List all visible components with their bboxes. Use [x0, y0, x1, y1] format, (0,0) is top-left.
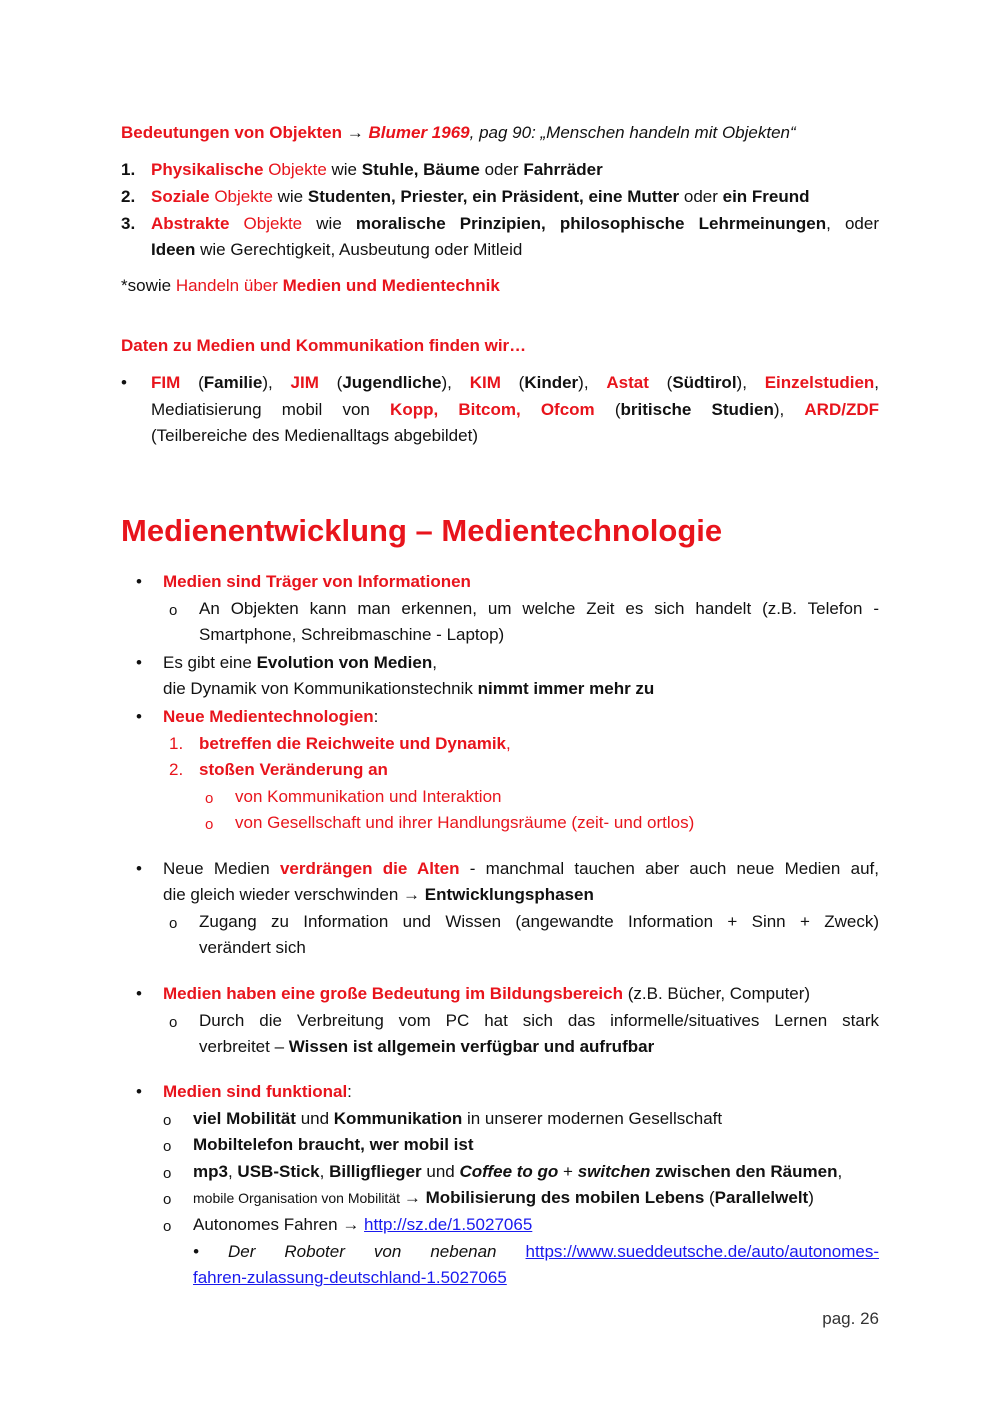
list-number: 1. [121, 160, 136, 179]
section-title: Medienentwicklung – Medientechnologie [121, 513, 723, 548]
list-item: Medien sind funktional: [163, 1082, 352, 1101]
sub-list-item: An Objekten kann man erkennen, um welche Zeit es sich handelt (z.B. Telefon - [199, 599, 879, 618]
numbered-sub-item: 2. [169, 760, 184, 779]
objects-heading: Bedeutungen von Objekten → Blumer 1969, pag 90: „Menschen handeln mit Objekten“ [121, 123, 796, 142]
sub-list-item: viel Mobilität und Kommunikation in unserer modernen Gesellschaft [193, 1109, 723, 1128]
data-sources-heading: Daten zu Medien und Kommunikation finden wir… [121, 336, 527, 355]
sub-bullet-icon: o [163, 1191, 172, 1208]
sub-list-item: Mobiltelefon braucht, wer mobil ist [193, 1135, 474, 1154]
sub-bullet-icon: o [205, 816, 214, 833]
sub-sub-item: von Kommunikation und Interaktion [235, 787, 502, 806]
list-item-continuation: Ideen wie Gerechtigkeit, Ausbeutung oder Mitleid [151, 240, 523, 259]
page-number: pag. 26 [822, 1309, 879, 1328]
bullet-icon: • [136, 1082, 142, 1101]
sub-list-item-continuation: verbreitet – Wissen ist allgemein verfügbar und aufrufbar [199, 1037, 655, 1056]
numbered-sub-item-text: stoßen Veränderung an [199, 760, 388, 779]
sub-sub-item: von Gesellschaft und ihrer Handlungsräume (zeit- und ortlos) [235, 813, 695, 832]
sueddeutsche-link-continuation[interactable]: fahren-zulassung-deutschland-1.5027065 [193, 1268, 507, 1287]
bullet-icon: • [136, 653, 142, 672]
sub-list-item: mp3, USB-Stick, Billigflieger und Coffee to go + switchen zwischen den Räumen, [193, 1162, 843, 1181]
list-item-continuation: (Teilbereiche des Medienalltags abgebildet) [151, 426, 478, 445]
sub-bullet-icon: o [163, 1138, 172, 1155]
arrow-icon: → [346, 123, 364, 142]
arrow-icon: → [403, 885, 421, 904]
bullet-icon: • [136, 859, 142, 878]
sub-list-item: mobile Organisation von Mobilität → Mobilisierung des mobilen Lebens (Parallelwelt) [193, 1188, 814, 1207]
list-item-continuation: Mediatisierung mobil von Kopp, Bitcom, Ofcom (britische Studien), ARD/ZDF [151, 400, 880, 419]
bullet-icon: • [136, 572, 142, 591]
sz-link[interactable]: http://sz.de/1.5027065 [364, 1215, 533, 1234]
list-item: Abstrakte Objekte wie moralische Prinzipien, philosophische Lehrmeinungen, oder [151, 214, 880, 233]
list-item: Soziale Objekte wie Studenten, Priester, ein Präsident, eine Mutter oder ein Freund [151, 187, 810, 206]
sub-bullet-icon: o [169, 1014, 178, 1031]
list-item-continuation: die gleich wieder verschwinden → Entwicklungsphasen [163, 885, 594, 904]
list-item: Es gibt eine Evolution von Medien, [163, 653, 437, 672]
bullet-icon: • [136, 984, 142, 1003]
list-item: Medien sind Träger von Informationen [163, 572, 471, 591]
sub-bullet-icon: o [169, 602, 178, 619]
list-item: Physikalische Objekte wie Stuhle, Bäume oder Fahrräder [151, 160, 603, 179]
sueddeutsche-link[interactable]: https://www.sueddeutsche.de/auto/autonomes- [525, 1242, 879, 1261]
list-item: Neue Medien verdrängen die Alten - manchmal tauchen aber auch neue Medien auf, [163, 859, 879, 878]
arrow-icon: → [403, 1188, 421, 1207]
sub-bullet-icon: o [169, 915, 178, 932]
list-item-continuation: die Dynamik von Kommunikationstechnik nimmt immer mehr zu [163, 679, 655, 698]
arrow-icon: → [342, 1215, 360, 1234]
sub-list-item-continuation: verändert sich [199, 938, 306, 957]
numbered-sub-item: 1. [169, 734, 184, 753]
list-item: Medien haben eine große Bedeutung im Bildungsbereich (z.B. Bücher, Computer) [163, 984, 811, 1003]
sub-list-item-continuation: • Der Roboter von nebenan https://www.sueddeutsche.de/auto/autonomes- [193, 1242, 879, 1261]
sub-list-item: Zugang zu Information und Wissen (angewandte Information + Sinn + Zweck) [199, 912, 879, 931]
sub-list-item-continuation [193, 1265, 507, 1291]
sub-bullet-icon: o [163, 1112, 172, 1129]
sub-list-item: Autonomes Fahren → http://sz.de/1.5027065 [193, 1215, 533, 1234]
sub-bullet-icon: o [205, 790, 214, 807]
list-number: 3. [121, 214, 136, 233]
list-item: FIM (Familie), JIM (Jugendliche), KIM (Kinder), Astat (Südtirol), Einzelstudien, [151, 373, 880, 392]
bullet-icon: • [121, 373, 127, 392]
bullet-icon: • [136, 707, 142, 726]
sub-list-item: Durch die Verbreitung vom PC hat sich das informelle/situatives Lernen stark [199, 1011, 879, 1030]
sub-bullet-icon: o [163, 1218, 172, 1235]
list-item: Neue Medientechnologien: [163, 707, 379, 726]
sowie-line: *sowie Handeln über Medien und Medientechnik [121, 276, 500, 295]
list-number: 2. [121, 187, 136, 206]
sub-bullet-icon: o [163, 1165, 172, 1182]
numbered-sub-item-text: betreffen die Reichweite und Dynamik, [199, 734, 511, 753]
sub-list-item-continuation: Smartphone, Schreibmaschine - Laptop) [199, 625, 505, 644]
